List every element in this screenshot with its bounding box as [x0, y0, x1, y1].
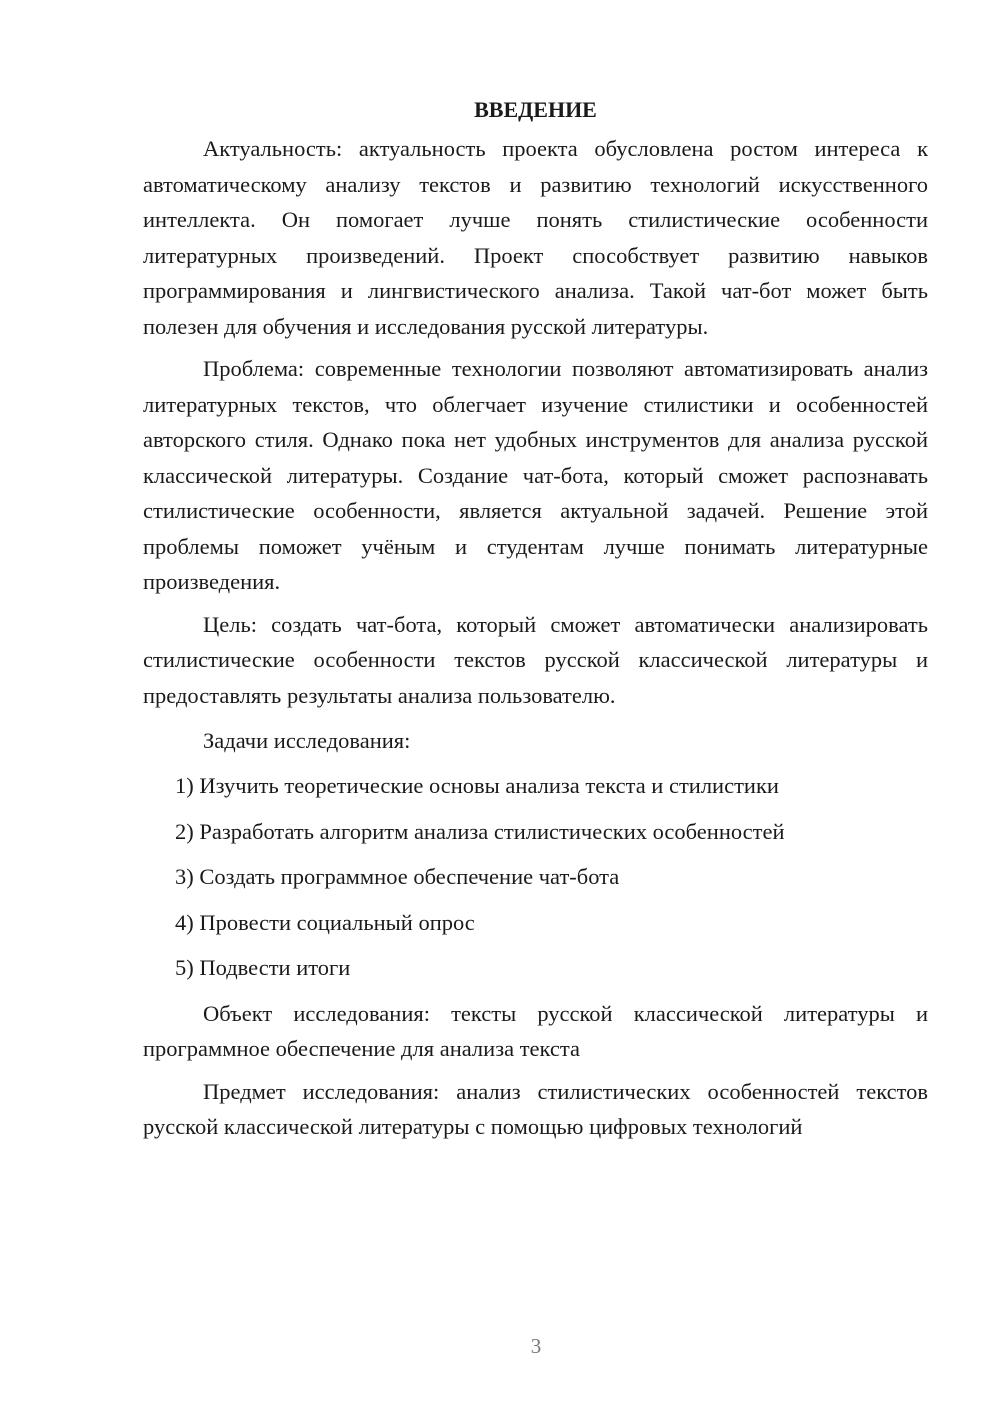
paragraph-goal: Цель: создать чат-бота, который сможет автоматически анализировать стилистические особенности текстов русской классической литературы и предоставлять результаты анализа пользователю. [143, 611, 928, 708]
page-title: ВВЕДЕНИЕ [474, 97, 597, 122]
list-item: 3) Создать программное обеспечение чат-бота [175, 864, 620, 889]
paragraph-object: Объект исследования: тексты русской классической литературы и программное обеспечение для анализа текста [143, 1000, 928, 1061]
paragraph-subject: Предмет исследования: анализ стилистических особенностей текстов русской классической литературы с помощью цифровых технологий [143, 1078, 928, 1139]
list-item: 4) Провести социальный опрос [175, 909, 475, 935]
tasks-list [143, 768, 928, 985]
list-item: 5) Подвести итоги [175, 955, 351, 980]
list-item: 1) Изучить теоретические основы анализа текста и стилистики [175, 773, 779, 798]
page-number: 3 [530, 1334, 542, 1358]
paragraph-problem: Проблема: современные технологии позволяют автоматизировать анализ литературных текстов, что облегчает изучение стилистики и особенностей авторского стиля. Однако пока нет удобных инструментов для анализа русской классической литературы. Создание чат-бота, который сможет распознавать стилистические особенности, является актуальной задачей. Решение этой проблемы поможет учёным и студентам лучше понимать литературные произведения. [143, 356, 928, 594]
document-page [143, 95, 928, 1152]
tasks-heading: Задачи исследования: [203, 728, 411, 753]
paragraph-relevance: Актуальность: актуальность проекта обусловлена ростом интереса к автоматическому анализу текстов и развитию технологий искусственного интеллекта. Он помогает лучше понять стилистические особенности литературных произведений. Проект способствует развитию навыков программирования и лингвистического анализа. Такой чат-бот может быть полезен для обучения и исследования русской литературы. [143, 136, 928, 339]
list-item: 2) Разработать алгоритм анализа стилистических особенностей [175, 818, 785, 844]
